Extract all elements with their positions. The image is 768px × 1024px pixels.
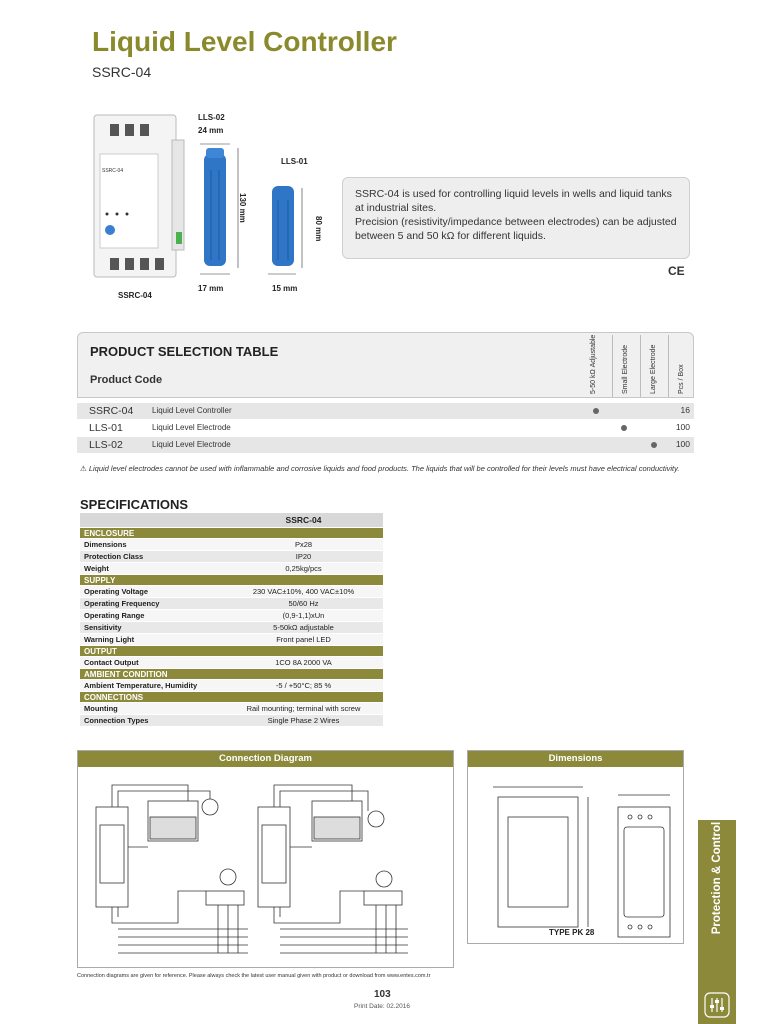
spec-value: 5-50kΩ adjustable (224, 622, 383, 634)
spec-value: (0,9-1,1)xUn (224, 610, 383, 622)
section-ambient: AMBIENT CONDITION (80, 669, 383, 680)
spec-key: Operating Frequency (80, 598, 224, 610)
settings-sliders-icon (704, 992, 730, 1018)
spec-key: Warning Light (80, 634, 224, 646)
table-row (77, 403, 694, 419)
warning-note (80, 461, 690, 476)
spec-key: Contact Output (80, 657, 224, 669)
dimensions-title: Dimensions (468, 751, 683, 767)
section-enclosure: ENCLOSURE (80, 528, 383, 539)
connection-diagram-drawing (78, 767, 453, 967)
ssrc-device-image (94, 115, 184, 277)
row-code: LLS-02 (89, 439, 123, 451)
print-date: Print Date: 02.2016 (354, 1003, 411, 1010)
ssrc-label: SSRC-04 (118, 291, 152, 300)
lls01-label: LLS-01 (281, 157, 308, 166)
spec-key: Weight (80, 563, 224, 575)
selection-table-title: PRODUCT SELECTION TABLE (90, 344, 279, 359)
section-supply: SUPPLY (80, 575, 383, 586)
spec-value: Single Phase 2 Wires (224, 715, 383, 727)
spec-key: Connection Types (80, 715, 224, 727)
table-row (77, 420, 694, 436)
spec-column-header: SSRC-04 (224, 513, 383, 528)
warning-text: Liquid level electrodes cannot be used with inflammable and corrosive liquids and food products. The liquids that will be controlled for their levels must have electrical conductivity. (88, 464, 680, 473)
lls02-label: LLS-02 (198, 113, 225, 122)
footer-note: Connection diagrams are given for reference. Please always check the latest user manual given with product or download from www.entes.com.tr (77, 973, 431, 979)
spec-key: Operating Range (80, 610, 224, 622)
spec-value: 230 VAC±10%, 400 VAC±10% (224, 586, 383, 598)
spec-value: 0,25kg/pcs (224, 563, 383, 575)
specifications-table (80, 513, 383, 727)
spec-value: -5 / +50°C; 85 % (224, 680, 383, 692)
dimensions-drawing (468, 767, 683, 943)
section-side-tab (698, 820, 736, 1024)
row-code: SSRC-04 (89, 405, 134, 417)
lls02-electrode-image (200, 144, 238, 274)
warning-icon: ⚠ (80, 464, 87, 473)
spec-key: Protection Class (80, 551, 224, 563)
lls01-bottom-label: 15 mm (272, 284, 298, 293)
row-code: LLS-01 (89, 422, 123, 434)
type-label: TYPE PK 28 (549, 928, 595, 937)
spec-value: IP20 (224, 551, 383, 563)
spec-key: Mounting (80, 703, 224, 715)
spec-value: 50/60 Hz (224, 598, 383, 610)
lls02-bottom-label: 17 mm (198, 284, 224, 293)
ce-mark: CE (668, 264, 685, 278)
spec-key: Operating Voltage (80, 586, 224, 598)
connection-diagram-panel (77, 750, 454, 968)
product-selection-header (77, 332, 694, 398)
small-electrode-dot (621, 425, 627, 431)
page-title: Liquid Level Controller (92, 26, 397, 57)
table-row (77, 437, 694, 453)
row-pcs: 100 (675, 439, 690, 449)
large-electrode-dot (651, 442, 657, 448)
lls02-width-label: 24 mm (198, 126, 224, 135)
lls01-electrode-image (268, 186, 302, 274)
adjustable-dot (593, 408, 599, 414)
col-small-electrode: Small Electrode (622, 344, 629, 394)
col-large-electrode: Large Electrode (650, 344, 657, 394)
spec-key: Sensitivity (80, 622, 224, 634)
row-name: Liquid Level Controller (152, 406, 232, 415)
lls01-height-label: 80 mm (314, 216, 323, 242)
device-model-text: SSRC-04 (102, 168, 124, 174)
dimensions-panel (467, 750, 684, 944)
spec-value: 1CO 8A 2000 VA (224, 657, 383, 669)
col-adjustable: 5-50 kΩ Adjustable (590, 334, 597, 394)
spec-key: Dimensions (80, 539, 224, 551)
model-subtitle: SSRC-04 (92, 64, 152, 80)
connection-diagram-title: Connection Diagram (78, 751, 453, 767)
lls02-height-label: 130 mm (238, 193, 247, 223)
page-number: 103 (374, 989, 391, 1000)
spec-value: Front panel LED (224, 634, 383, 646)
description-line-2: Precision (resistivity/impedance between electrodes) can be adjusted between 5 and 50 kΩ for different liquids. (355, 216, 677, 242)
col-pcs-box: Pcs / Box (678, 364, 685, 394)
product-photos (88, 110, 328, 290)
row-name: Liquid Level Electrode (152, 423, 231, 432)
row-name: Liquid Level Electrode (152, 440, 231, 449)
description-box (342, 177, 690, 259)
description-line-1: SSRC-04 is used for controlling liquid levels in wells and liquid tanks at industrial sites. (355, 188, 672, 214)
spec-value: Px28 (224, 539, 383, 551)
side-tab-label: Protection & Control (711, 821, 723, 935)
row-pcs: 100 (675, 422, 690, 432)
section-connections: CONNECTIONS (80, 692, 383, 703)
row-pcs: 16 (680, 405, 690, 415)
spec-key: Ambient Temperature, Humidity (80, 680, 224, 692)
product-code-header: Product Code (90, 374, 163, 386)
spec-value: Rail mounting; terminal with screw (224, 703, 383, 715)
specifications-title: SPECIFICATIONS (80, 497, 189, 512)
section-output: OUTPUT (80, 646, 383, 657)
